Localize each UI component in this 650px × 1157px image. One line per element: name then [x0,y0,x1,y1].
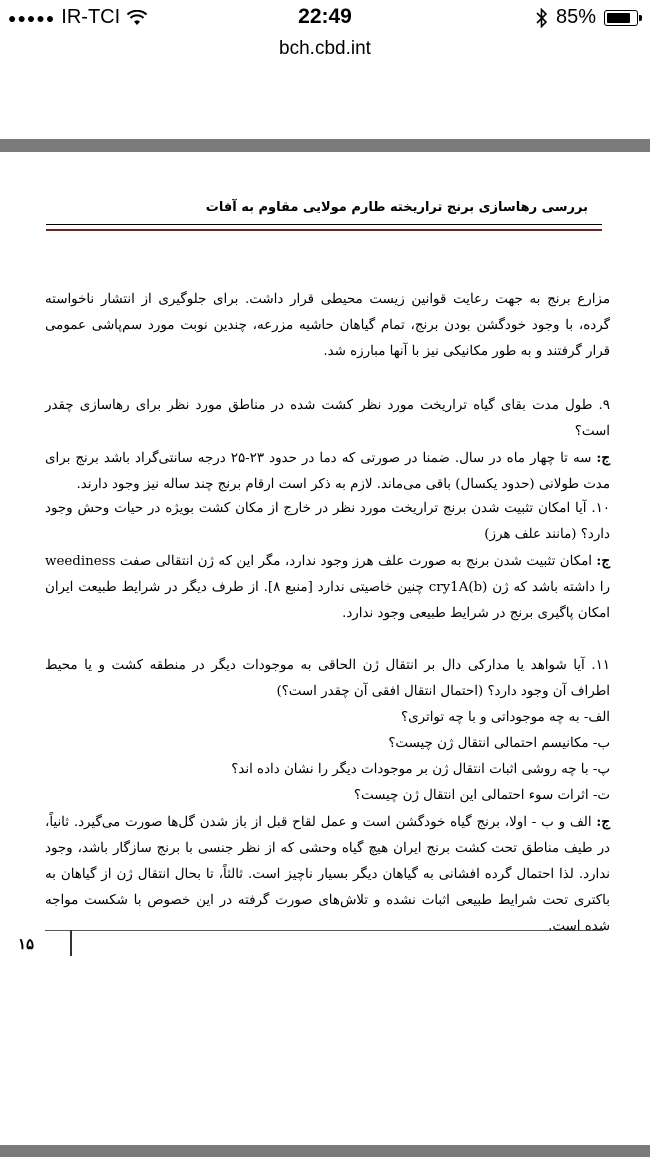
q11-answer [45,809,610,940]
q10-answer-label: ج: [596,553,610,569]
q9-question: ۹. طول مدت بقای گیاه تراریخت مورد نظر کشت شده در مناطق مورد نظر برای رهاسازی چقدر است؟ [45,398,610,439]
question-9 [45,393,610,498]
intro-text: مزارع برنج به جهت رعایت قوانین زیست محیطی قرار داشت. برای جلوگیری از انتشار ناخواسته گرده، با وجود خودگشن بودن برنج، تمام گیاهان حاشیه مزرعه، چندین نوبت مورد سم‌پاشی عمومی قرار گرفتند و به طور مکانیکی نیز با آنها مبارزه شد. [45,292,610,359]
q11-question: ۱۱. آیا شواهد یا مدارکی دال بر انتقال ژن الحاقی به موجودات دیگر در منطقه کشت و یا محیط اطراف آن وجود دارد؟ (احتمال انتقال افقی آن چقدر است؟) [45,658,610,699]
status-right [536,6,638,29]
header-rule [46,224,602,231]
q11-answer-label: ج: [596,814,610,830]
signal-strength-icon: ●●●●● [8,9,56,26]
battery-percent: 85% [555,6,596,28]
clock: 22:49 [298,5,352,28]
q10-question: ۱۰. آیا امکان تثبیت شدن برنج تراریخت مورد نظر در خارج از مکان کشت بویژه در حیات وحش وجود دارد؟ (مانند علف هرز) [45,501,610,542]
intro-paragraph [45,287,610,365]
q10-answer-text: امکان تثبیت شدن برنج به صورت علف هرز وجود ندارد، مگر این که ژن انتقالی صفت weediness را داشته باشد که ژن cry1A(b) چنین خاصیتی ندارد [منبع ۸]. از طرف دیگر در شرایط طبیعت ایران امکان پاگیری برنج در شرایط طبیعی وجود ندارد. [45,554,610,621]
q9-answer [45,445,610,498]
document-top-bar [0,139,650,152]
q11-answer-text: الف و ب - اولا، برنج گیاه خودگشن است و عمل لقاح قبل از باز شدن گل‌ها صورت می‌گیرد. ثانیاً، در طیف مناطق تحت کشت برنج ایران هیچ گیاه وحشی که از نظر جنسی با برنج سازگار باشد، وجود ندارد. لذا احتمال گرده افشانی به گیاهان دیگر بسیار ناچیز است. ثالثاً، تا بحال انتقال ژن از گیاهان به باکتری تحت شرایط طبیعی اثبات نشده و تلاش‌های صورت گرفته در این خصوص با شکست مواجه شده است. [45,815,610,934]
battery-fill [607,13,630,23]
footer-rule [45,930,603,931]
q11-sub-c: پ- با چه روشی اثبات انتقال ژن بر موجودات دیگر را نشان داده اند؟ [231,762,610,777]
q9-answer-text: سه تا چهار ماه در سال. ضمنا در صورتی که دما در حدود ۲۳-۲۵ درجه سانتی‌گراد باشد برنج برای مدت طولانی (حدود یکسال) باقی می‌ماند. لازم به ذکر است ارقام برنج چند ساله نیز وجود دارند. [45,451,610,492]
battery-icon [604,10,638,26]
page-number: ۱۵ [18,935,35,953]
q11-sub-a: الف- به چه موجوداتی و با چه تواتری؟ [401,710,610,725]
q9-answer-label: ج: [596,450,611,466]
question-10 [45,496,610,627]
q11-sub-d: ت- اثرات سوء احتمالی این انتقال ژن چیست؟ [353,788,610,803]
address-bar-url[interactable]: bch.cbd.int [279,38,371,59]
bluetooth-icon [536,8,548,28]
question-11 [45,653,610,940]
status-bar [0,0,650,32]
q11-sub-b: ب- مکانیسم احتمالی انتقال ژن چیست؟ [388,736,610,751]
document-bottom-bar [0,1145,650,1157]
footer-divider [70,930,72,956]
document-header: بررسی رهاسازی برنج تراریخته طارم مولایی مقاوم به آفات [205,200,588,215]
q10-answer [45,548,610,627]
carrier-name: IR-TCI [61,6,121,28]
